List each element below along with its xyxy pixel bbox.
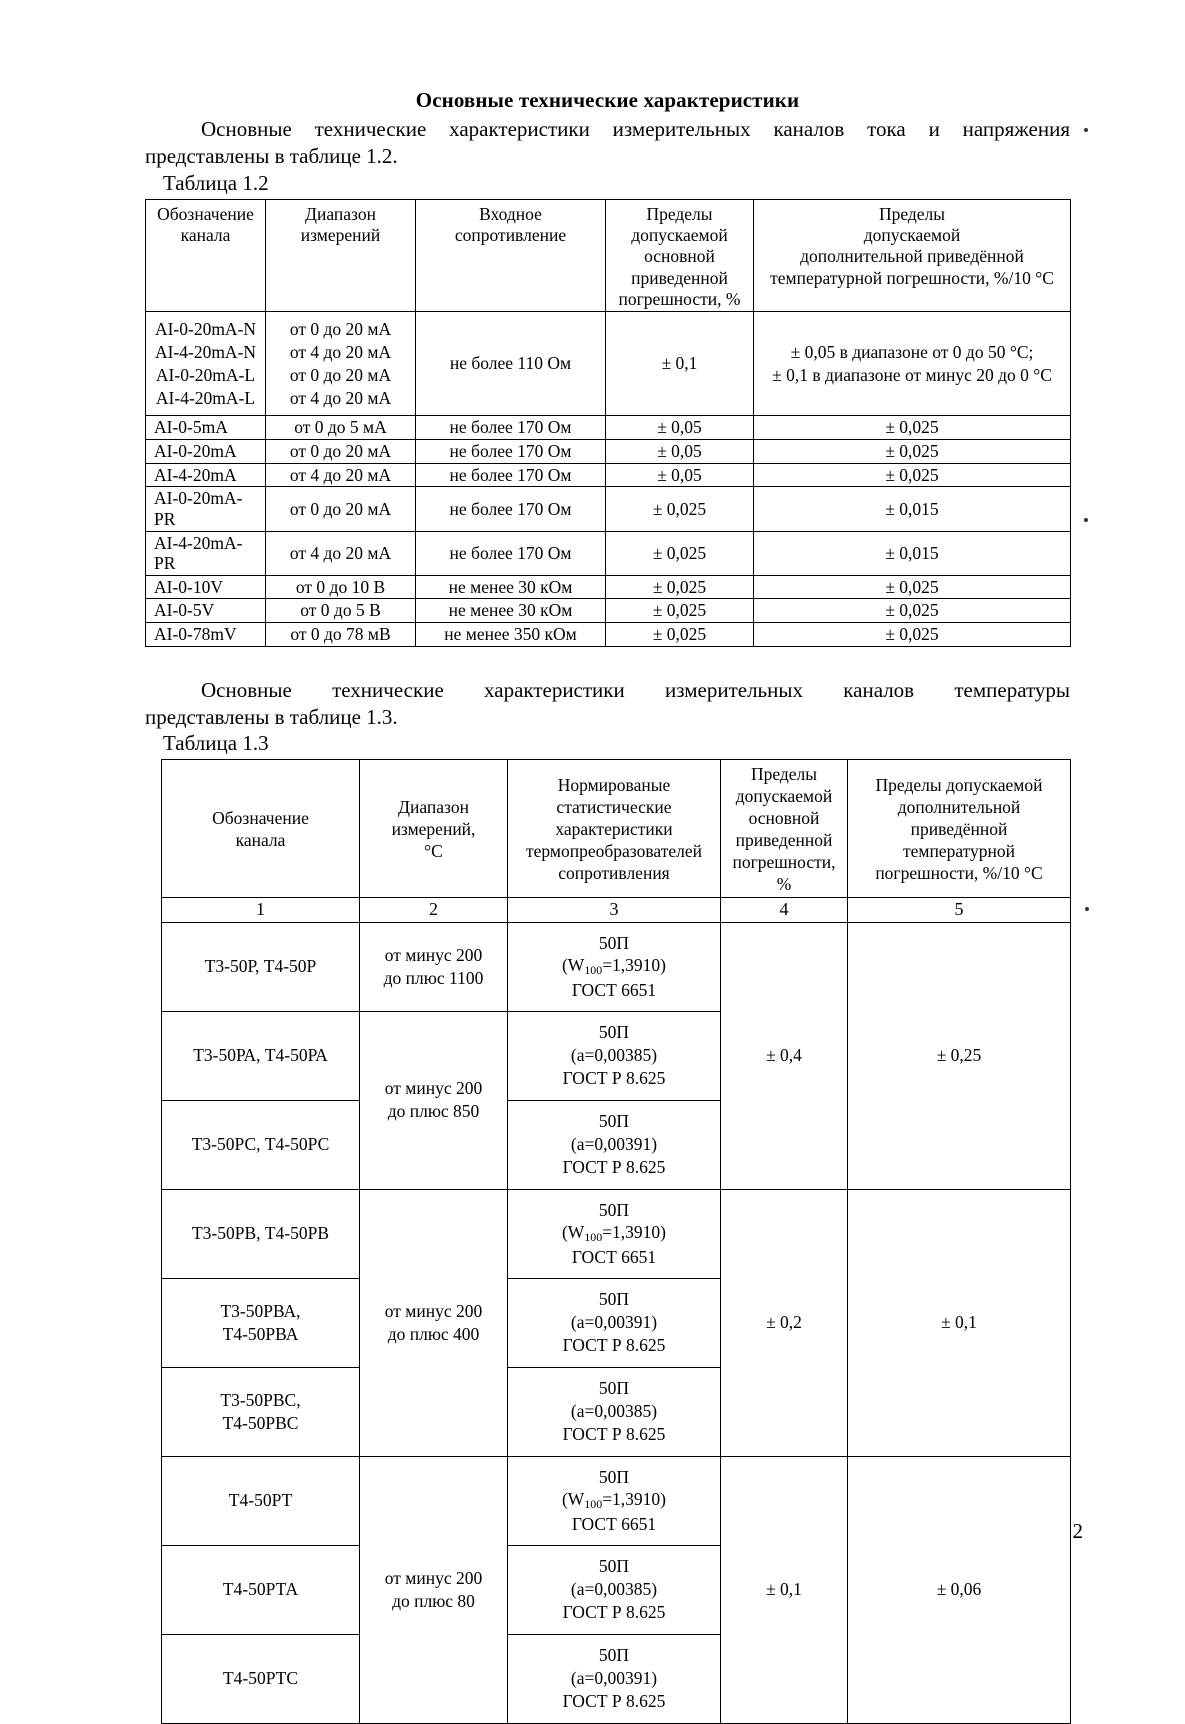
scan-speck-2 (1084, 518, 1088, 522)
main-error-value: ± 0,025 (606, 531, 754, 575)
resistance-value: не менее 30 кОм (416, 599, 606, 623)
range-line1: от минус 200 (384, 1300, 483, 1321)
main-error-value: ± 0,025 (606, 487, 754, 531)
spec-line1: 50П (598, 1022, 630, 1043)
range-line1: от минус 200 (384, 1567, 483, 1588)
range-line2: до плюс 1100 (383, 967, 484, 988)
temp-error-value: ± 0,25 (848, 922, 1071, 1189)
range-value: от 0 до 20 мА (266, 487, 416, 531)
table-12-col1-header (146, 199, 266, 312)
spec-value (508, 1100, 721, 1189)
spec-line1: 50П (598, 1111, 630, 1132)
col5-header-line1: Пределы (878, 203, 946, 224)
col3-header-line1: Входное (479, 203, 542, 224)
table-row (162, 922, 1071, 1011)
table-row (146, 439, 1071, 463)
channel-line1: Т3-50РВС, (220, 1389, 301, 1410)
spec-line3: ГОСТ 6651 (571, 1513, 657, 1534)
main-error-value: ± 0,025 (606, 623, 754, 647)
table-13-col3-header (508, 760, 721, 897)
temp-error-value: ± 0,1 (848, 1189, 1071, 1456)
table-13-header-row (162, 760, 1071, 897)
range-value (360, 1189, 508, 1456)
spec-value (508, 1456, 721, 1545)
spec-line3: ГОСТ Р 8.625 (562, 1156, 666, 1177)
table-row (146, 487, 1071, 531)
col5-header-line5: погрешности, %/10 °С (875, 862, 1043, 883)
channel-line1: Т3-50РВА, (220, 1300, 301, 1321)
col4-header-line5: погрешности, % (618, 288, 741, 309)
intro-paragraph-2-line2: представлены в таблице 1.3. (145, 705, 398, 730)
temp-error-value: ± 0,015 (754, 531, 1071, 575)
col2-header-line3: °С (424, 840, 443, 861)
spec-line2: (a=0,00391) (570, 1134, 658, 1155)
range-value: от 0 до 5 мА (266, 416, 416, 440)
column-number: 5 (848, 897, 1071, 922)
col4-header-line4: приведенной (631, 267, 728, 288)
col5-header-line4: температурной (902, 840, 1016, 861)
page-title: Основные технические характеристики (415, 88, 800, 112)
table-row (146, 463, 1071, 487)
scan-speck-1 (1084, 128, 1088, 132)
table-12-header-row (146, 199, 1071, 312)
main-error-value: ± 0,025 (606, 599, 754, 623)
spec-line3: ГОСТ 6651 (571, 1246, 657, 1267)
col2-header-line2: измерений (300, 224, 381, 245)
spec-line3: ГОСТ Р 8.625 (562, 1423, 666, 1444)
table-row (162, 1456, 1071, 1545)
resistance-value: не менее 350 кОм (416, 623, 606, 647)
col2-header-line1: Диапазон (398, 797, 469, 818)
col5-header-line2: допускаемой (863, 224, 961, 245)
channel-name (162, 922, 360, 1011)
channel-name: AI-0-10V (146, 575, 266, 599)
channel-line1: Т3-50РС, Т4-50РС (191, 1134, 330, 1155)
table-12-col2-header (266, 199, 416, 312)
col5-header-line2: дополнительной (897, 797, 1021, 818)
col1-header-line2: канала (235, 829, 286, 850)
channel-line2: Т4-50РВА (222, 1323, 299, 1344)
spec-value (508, 1367, 721, 1456)
spec-line1: 50П (598, 1645, 630, 1666)
col4-header-line4: приведенной (735, 829, 833, 850)
col4-header-line6: % (776, 873, 792, 894)
table-13 (161, 759, 1071, 1723)
column-number: 1 (162, 897, 360, 922)
spec-line2: $(W_{100}=1,3910)$ (561, 1222, 667, 1245)
temp-error-value: ± 0,025 (754, 599, 1071, 623)
table-13-column-number-row (162, 897, 1071, 922)
channel-name (162, 1189, 360, 1278)
main-error-value: ± 0,2 (721, 1189, 848, 1456)
spec-value (508, 922, 721, 1011)
table-row (146, 416, 1071, 440)
table-13-col2-header (360, 760, 508, 897)
table-13-col1-header (162, 760, 360, 897)
table-12-merged-resistance: не более 110 Ом (416, 312, 606, 416)
col5-header-line4: температурной погрешности, %/10 °С (770, 267, 1054, 288)
channel-name: AI-0-20mA-L (155, 364, 256, 385)
channel-name (162, 1634, 360, 1723)
col3-header-line2: сопротивление (454, 224, 567, 245)
spec-line1: 50П (598, 1466, 630, 1487)
channel-line1: Т3-50Р, Т4-50Р (204, 956, 317, 977)
table-row (146, 599, 1071, 623)
table-12-col5-header (754, 199, 1071, 312)
table-12-merged-channels (146, 312, 266, 416)
table-13-col4-header (721, 760, 848, 897)
table-12-merged-ranges (266, 312, 416, 416)
col3-header-line3: характеристики (555, 819, 673, 839)
range-value: от 0 до 10 В (266, 575, 416, 599)
channel-name: AI-0-20mA (146, 439, 266, 463)
table-row (146, 623, 1071, 647)
spec-line1: 50П (598, 1199, 630, 1220)
range-line1: от минус 200 (384, 1078, 483, 1099)
range-value: от 0 до 5 В (266, 599, 416, 623)
resistance-value: не менее 30 кОм (416, 575, 606, 599)
channel-name: AI-0-20mA-PR (146, 487, 266, 531)
range-value (360, 922, 508, 1011)
table-13-caption: Таблица 1.3 (163, 731, 269, 756)
spec-value (508, 1545, 721, 1634)
temp-error-value: ± 0,025 (754, 416, 1071, 440)
table-12-merged-main-error: ± 0,1 (606, 312, 754, 416)
range-value: от 0 до 20 мА (266, 439, 416, 463)
col4-header-line2: допускаемой (735, 786, 833, 807)
temp-error-value: ± 0,025 (754, 575, 1071, 599)
spec-line3: ГОСТ Р 8.625 (562, 1334, 666, 1355)
col3-header-line1: Нормированые (557, 775, 671, 796)
intro-paragraph-1-line1: Основные технические характеристики измерительных каналов тока и напряжения (201, 117, 1070, 141)
col3-header-line5: сопротивления (558, 862, 670, 883)
channel-name (162, 1100, 360, 1189)
resistance-value: не более 170 Ом (416, 487, 606, 531)
channel-name (162, 1456, 360, 1545)
spec-line3: ГОСТ Р 8.625 (562, 1690, 666, 1711)
channel-line1: Т4-50РТ (228, 1490, 293, 1511)
range-line2: до плюс 80 (392, 1590, 475, 1611)
col1-header-line2: канала (180, 224, 231, 245)
col4-header-line3: основной (748, 808, 820, 829)
channel-name: AI-0-5mA (146, 416, 266, 440)
channel-name (162, 1367, 360, 1456)
temp-error-value: ± 0,025 (754, 463, 1071, 487)
resistance-value: не более 170 Ом (416, 416, 606, 440)
range-line2: до плюс 850 (387, 1101, 480, 1122)
spec-line2: (a=0,00385) (570, 1579, 658, 1600)
column-number: 2 (360, 897, 508, 922)
column-number: 4 (721, 897, 848, 922)
spec-value (508, 1011, 721, 1100)
range-value: от 0 до 20 мА (289, 319, 392, 340)
main-error-value: ± 0,4 (721, 922, 848, 1189)
main-error-value: ± 0,1 (721, 1456, 848, 1723)
page-content (145, 88, 1070, 1724)
col5-header-line3: дополнительной приведённой (800, 246, 1024, 267)
channel-name: AI-4-20mA-N (154, 342, 257, 363)
range-line1: от минус 200 (384, 944, 483, 965)
range-value: от 4 до 20 мА (266, 463, 416, 487)
spec-line2: $(W_{100}=1,3910)$ (561, 1489, 667, 1512)
channel-name: AI-4-20mA (146, 463, 266, 487)
col4-header-line5: погрешности, (732, 851, 836, 872)
main-error-value: ± 0,05 (606, 463, 754, 487)
channel-name: AI-4-20mA-PR (146, 531, 266, 575)
range-line2: до плюс 400 (387, 1323, 480, 1344)
range-value (360, 1011, 508, 1189)
channel-name: AI-0-20mA-N (154, 319, 257, 340)
spec-line1: 50П (598, 1289, 630, 1310)
spec-line2: (a=0,00385) (570, 1045, 658, 1066)
spec-line3: ГОСТ Р 8.625 (562, 1601, 666, 1622)
range-value: от 4 до 20 мА (289, 342, 392, 363)
range-value: от 4 до 20 мА (289, 387, 392, 408)
channel-name: AI-4-20mA-L (155, 387, 256, 408)
table-row (162, 1189, 1071, 1278)
col5-header-line1: Пределы допускаемой (875, 775, 1043, 796)
main-error-value: ± 0,025 (606, 575, 754, 599)
temp-error-line2: ± 0,1 в диапазоне от минус 20 до 0 °С (772, 364, 1052, 385)
spec-value (508, 1189, 721, 1278)
channel-name (162, 1545, 360, 1634)
page-number: 2 (1072, 1519, 1083, 1543)
table-12 (145, 199, 1071, 647)
intro-paragraph-2-line1: Основные технические характеристики измерительных каналов температуры (201, 677, 1070, 702)
col4-header-line1: Пределы (646, 203, 713, 224)
spec-line2: (a=0,00391) (570, 1312, 658, 1333)
temp-error-value: ± 0,025 (754, 439, 1071, 463)
resistance-value: не более 170 Ом (416, 463, 606, 487)
main-error-value: ± 0,05 (606, 439, 754, 463)
table-12-col3-header (416, 199, 606, 312)
channel-line1: Т4-50РТА (222, 1579, 299, 1600)
col1-header-line1: Обозначение (157, 203, 254, 224)
range-value: от 0 до 20 мА (289, 364, 392, 385)
main-error-value: ± 0,05 (606, 416, 754, 440)
spec-line2: $(W_{100}=1,3910)$ (561, 955, 667, 978)
table-12-merged-temp-error (754, 312, 1071, 416)
temp-error-value: ± 0,06 (848, 1456, 1071, 1723)
resistance-value: не более 170 Ом (416, 439, 606, 463)
spec-line3: ГОСТ Р 8.625 (562, 1067, 666, 1088)
table-row (146, 575, 1071, 599)
channel-line2: Т4-50РВС (222, 1412, 299, 1433)
col2-header-line2: измерений, (391, 819, 476, 839)
spec-line2: (a=0,00385) (570, 1401, 658, 1422)
table-12-col4-header (606, 199, 754, 312)
col5-header-line3: приведённой (910, 819, 1008, 839)
intro-paragraph-1-line2: представлены в таблице 1.2. (145, 144, 398, 169)
channel-name (162, 1278, 360, 1367)
channel-line1: Т3-50РА, Т4-50РА (193, 1045, 328, 1066)
spec-line1: 50П (598, 1556, 630, 1577)
temp-error-line1: ± 0,05 в диапазоне от 0 до 50 °С; (790, 342, 1034, 363)
col3-header-line4: термопреобразователей (526, 840, 702, 861)
spec-line1: 50П (598, 932, 630, 953)
channel-name: AI-0-78mV (146, 623, 266, 647)
spec-value (508, 1278, 721, 1367)
table-12-caption: Таблица 1.2 (163, 170, 269, 195)
table-row (146, 312, 1071, 416)
column-number: 3 (508, 897, 721, 922)
spec-value (508, 1634, 721, 1723)
scan-speck-3 (1085, 907, 1089, 911)
temp-error-value: ± 0,025 (754, 623, 1071, 647)
range-value (360, 1456, 508, 1723)
channel-line1: Т3-50РВ, Т4-50РВ (191, 1223, 330, 1244)
channel-name: AI-0-5V (146, 599, 266, 623)
col2-header-line1: Диапазон (305, 203, 376, 224)
spec-line2: (a=0,00391) (570, 1668, 658, 1689)
temp-error-value: ± 0,015 (754, 487, 1071, 531)
spec-line1: 50П (598, 1378, 630, 1399)
col4-header-line1: Пределы (750, 764, 818, 785)
col4-header-line2: допускаемой (631, 224, 728, 245)
channel-name (162, 1011, 360, 1100)
range-value: от 4 до 20 мА (266, 531, 416, 575)
col1-header-line1: Обозначение (212, 808, 309, 829)
table-13-col5-header (848, 760, 1071, 897)
col4-header-line3: основной (644, 246, 715, 267)
table-row (146, 531, 1071, 575)
resistance-value: не более 170 Ом (416, 531, 606, 575)
spec-line3: ГОСТ 6651 (571, 979, 657, 1000)
range-value: от 0 до 78 мВ (266, 623, 416, 647)
channel-line1: Т4-50РТС (222, 1668, 299, 1689)
col3-header-line2: статистические (556, 797, 672, 818)
